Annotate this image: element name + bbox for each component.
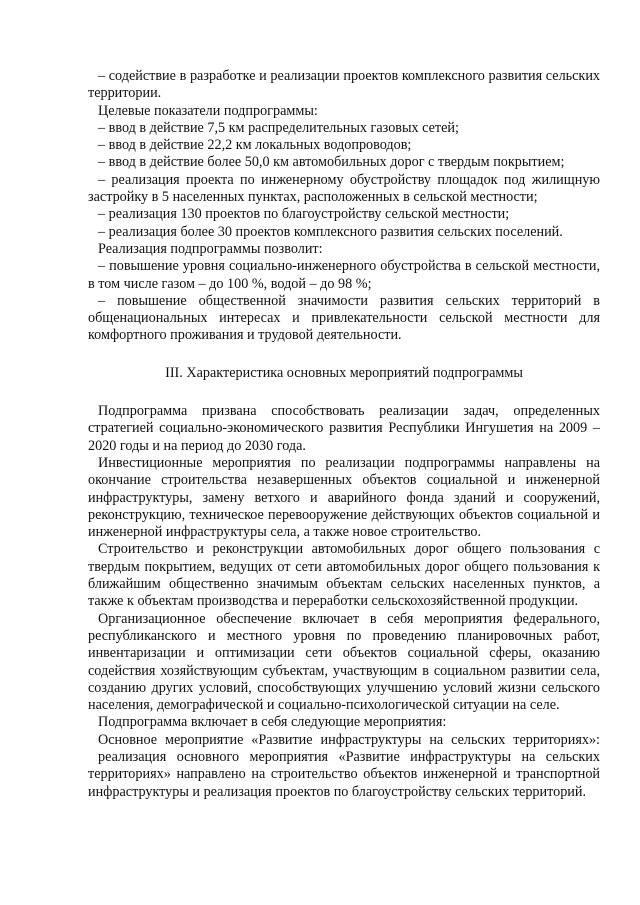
section-heading: III. Характеристика основных мероприятий подпрограммы — [165, 364, 523, 381]
top-paragraph-3: – ввод в действие 7,5 км распределительных газовых сетей; — [98, 119, 459, 136]
top-paragraph-4: – ввод в действие 22,2 км локальных водопроводов; — [98, 137, 412, 154]
top-paragraph-2: Целевые показатели подпрограммы: — [98, 102, 318, 119]
bottom-paragraph-7: реализация основного мероприятия «Развитие инфраструктуры на сельских территориях» направлено на строительство объектов инженерной и транспортной инфраструктуры и реализация проектов по благоустройству сельских территорий. — [88, 748, 600, 800]
top-paragraph-5: – ввод в действие более 50,0 км автомобильных дорог с твердым покрытием; — [98, 154, 565, 171]
top-paragraph-7: – реализация 130 проектов по благоустройству сельской местности; — [98, 206, 510, 223]
top-paragraph-11: – повышение общественной значимости развития сельских территорий в общенациональных интересах и привлекательности сельской местности для комфортного проживания и трудовой деятельности. — [88, 292, 600, 344]
bottom-paragraph-3: Строительство и реконструкции автомобильных дорог общего пользования с твердым покрытием, ведущих от сети автомобильных дорог общего пользования к ближайшим общественно значимым объектам сельских населенных пунктов, а также к объектам производства и переработки сельскохозяйственной продукции. — [88, 541, 600, 610]
bottom-paragraph-1: Подпрограмма призвана способствовать реализации задач, определенных стратегией социально-экономического развития Республики Ингушетия на 2009 – 2020 годы и на период до 2030 года. — [88, 403, 600, 454]
top-paragraph-8: – реализация более 30 проектов комплексного развития сельских поселений. — [98, 223, 563, 240]
document-body — [88, 68, 600, 801]
top-paragraph-1: – содействие в разработке и реализации проектов комплексного развития сельских территории. — [88, 68, 600, 102]
bottom-paragraph-5: Подпрограмма включает в себя следующие мероприятия: — [98, 714, 447, 731]
bottom-paragraph-6: Основное мероприятие «Развитие инфраструктуры на сельских территориях»: — [98, 731, 600, 748]
top-paragraph-10: – повышение уровня социально-инженерного обустройства в сельской местности, в том числе газом – до 100 %, водой – до 98 %; — [88, 258, 600, 292]
top-paragraph-6: – реализация проекта по инженерному обустройству площадок под жилищную застройку в 5 населенных пунктах, расположенных в сельской местности; — [88, 171, 600, 206]
top-paragraph-9: Реализация подпрограммы позволит: — [98, 240, 323, 257]
bottom-paragraph-2: Инвестиционные мероприятия по реализации подпрограммы направлены на окончание строительства незавершенных объектов социальной и инженерной инфраструктуры, замену ветхого и аварийного фонда зданий и сооружений, реконструкцию, техническое перевооружение действующих объектов социальной и инженерной инфраструктуры села, а также новое строительство. — [88, 454, 600, 541]
bottom-paragraph-4: Организационное обеспечение включает в себя мероприятия федерального, республиканского и местного уровня по проведению планировочных работ, инвентаризации и оптимизации сети объектов социальной сферы, оказанию содействия хозяйствующим субъектам, участвующим в социальном развитии села, созданию других условий, способствующих улучшению условий жизни сельского населения, демографической и социально-психологической ситуации на селе. — [88, 610, 600, 714]
